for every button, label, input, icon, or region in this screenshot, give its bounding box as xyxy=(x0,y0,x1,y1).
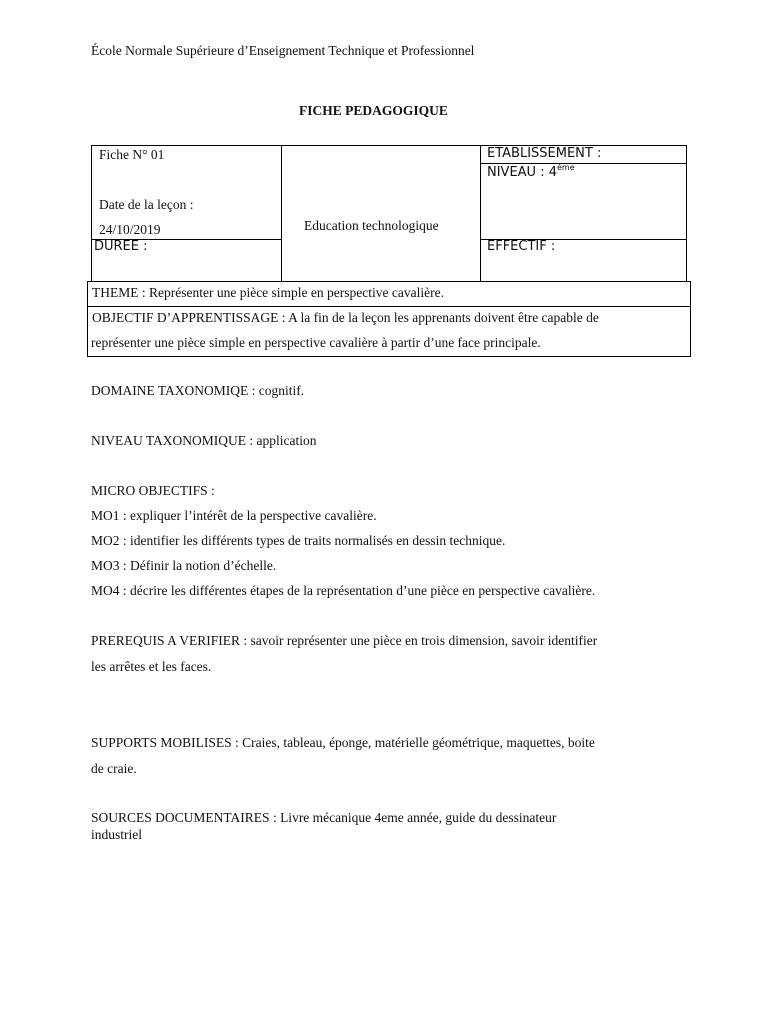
objectif-line-2: représenter une pièce simple en perspective cavalière à partir d’une face principale. xyxy=(91,335,541,350)
document-title: FICHE PEDAGOGIQUE xyxy=(299,103,448,118)
prerequis-line-2: les arrêtes et les faces. xyxy=(91,659,212,674)
effectif-label: EFFECTIF : xyxy=(487,239,556,254)
niveau-label xyxy=(487,163,575,180)
micro-objectifs-title: MICRO OBJECTIFS : xyxy=(91,483,215,498)
duree-label: DUREE : xyxy=(94,239,148,254)
micro-objectif-3: MO3 : Définir la notion d’échelle. xyxy=(91,558,277,573)
cell-discipline xyxy=(281,145,481,282)
niveau-value: NIVEAU : 4 xyxy=(487,165,557,180)
niveau-taxonomique: NIVEAU TAXONOMIQUE : application xyxy=(91,433,317,448)
sources-line-2: industriel xyxy=(91,827,142,842)
micro-objectif-1: MO1 : expliquer l’intérêt de la perspective cavalière. xyxy=(91,508,377,523)
sources-line-1: SOURCES DOCUMENTAIRES : Livre mécanique 4eme année, guide du dessinateur xyxy=(91,810,557,825)
micro-objectif-2: MO2 : identifier les différents types de traits normalisés en dessin technique. xyxy=(91,533,506,548)
date-value: 24/10/2019 xyxy=(99,222,161,237)
fiche-number: Fiche N° 01 xyxy=(99,147,165,162)
discipline: Education technologique xyxy=(304,218,439,233)
objectif-line-1: OBJECTIF D’APPRENTISSAGE : A la fin de la leçon les apprenants doivent être capable de xyxy=(92,310,599,325)
supports-line-1: SUPPORTS MOBILISES : Craies, tableau, éponge, matérielle géométrique, maquettes, boite xyxy=(91,735,595,750)
niveau-superscript: ème xyxy=(557,163,575,172)
date-label: Date de la leçon : xyxy=(99,197,194,212)
domaine-taxonomique: DOMAINE TAXONOMIQE : cognitif. xyxy=(91,383,305,398)
theme-text: THEME : Représenter une pièce simple en perspective cavalière. xyxy=(92,285,444,300)
school-header: École Normale Supérieure d’Enseignement Technique et Professionnel xyxy=(91,43,475,58)
etablissement-label: ETABLISSEMENT : xyxy=(487,146,602,161)
prerequis-line-1: PREREQUIS A VERIFIER : savoir représenter une pièce en trois dimension, savoir identifier xyxy=(91,633,598,648)
micro-objectif-4: MO4 : décrire les différentes étapes de la représentation d’une pièce en perspective cavalière. xyxy=(91,583,596,598)
supports-line-2: de craie. xyxy=(91,761,137,776)
